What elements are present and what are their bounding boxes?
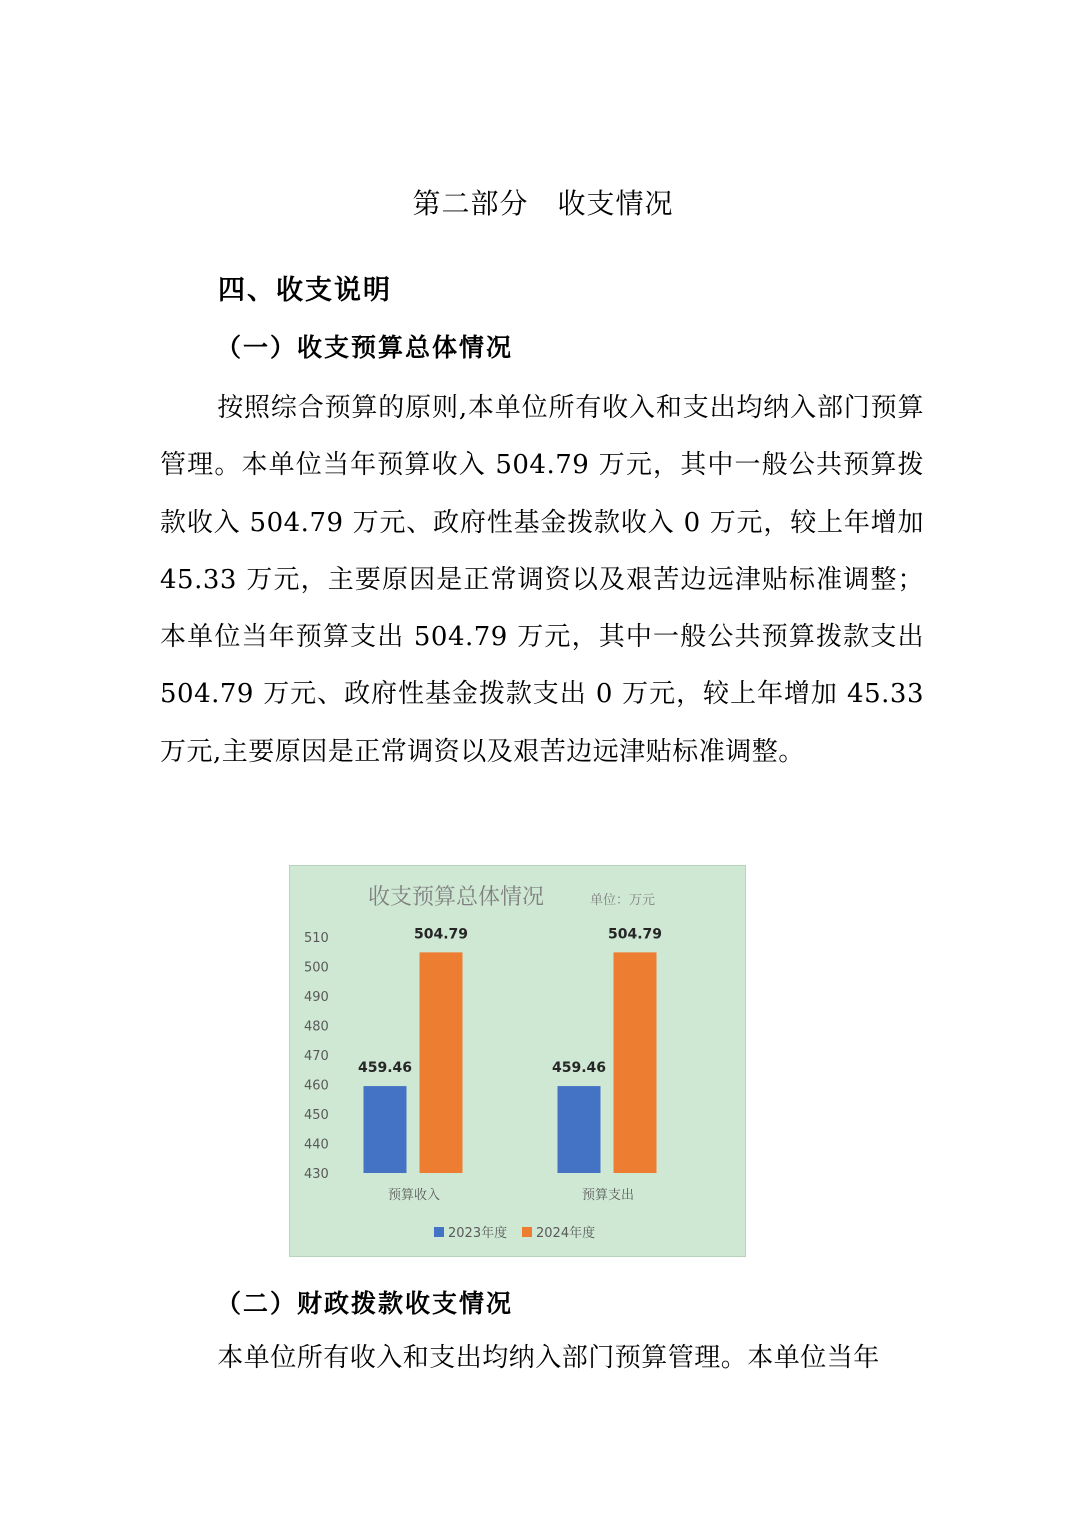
bar-2024年度-预算收入 [420,952,463,1173]
budget-chart-svg [290,866,747,1258]
y-tick-label: 480 [304,1019,329,1035]
page-title: 第二部分 收支情况 [412,187,674,220]
legend-label: 2023年度 [448,1226,508,1241]
paragraph-2 [160,1330,924,1387]
chart-unit-label: 单位：万元 [590,893,656,908]
legend-swatch [522,1227,532,1237]
section-heading: 四、收支说明 [218,275,392,306]
bar-2024年度-预算支出 [614,952,657,1173]
data-label: 504.79 [413,926,469,943]
x-tick-label: 预算收入 [387,1188,441,1203]
data-label: 459.46 [357,1060,413,1077]
y-tick-label: 500 [304,960,329,976]
y-tick-label: 470 [304,1049,329,1064]
subsection-heading-2: （二）财政拨款收支情况 [216,1289,514,1318]
legend-label: 2024年度 [536,1226,596,1241]
subsection-heading-1: （一）收支预算总体情况 [216,333,514,362]
y-tick-label: 460 [304,1078,329,1094]
bar-2023年度-预算支出 [558,1086,601,1173]
y-tick-label: 440 [304,1137,329,1153]
data-label: 504.79 [607,926,663,943]
data-label: 459.46 [551,1060,607,1077]
paragraph-2-text: 本单位所有收入和支出均纳入部门预算管理。本单位当年 [217,1343,880,1373]
y-tick-label: 490 [304,990,329,1005]
paragraph-1 [160,380,924,781]
y-tick-label: 450 [304,1108,329,1123]
y-tick-label: 510 [304,931,329,946]
x-tick-label: 预算支出 [581,1188,635,1203]
chart-title: 收支预算总体情况 [368,885,545,910]
legend-swatch [434,1227,444,1237]
y-tick-label: 430 [304,1167,329,1182]
bar-2023年度-预算收入 [364,1086,407,1173]
paragraph-1-text: 按照综合预算的原则,本单位所有收入和支出均纳入部门预算管理。本单位当年预算收入 504.79 万元，其中一般公共预算拨款收入 504.79 万元、政府性基金拨款收入 0 万元，较上年增加 45.33 万元，主要原因是正常调资以及艰苦边远津贴标准调整；本单位当年预算支出 504.79 万元，其中一般公共预算拨款支出 504.79 万元、政府性基金拨款支出 0 万元，较上年增加 45.33 万元,主要原因是正常调资以及艰苦边远津贴标准调整。 [160,393,924,767]
budget-chart [289,865,746,1257]
